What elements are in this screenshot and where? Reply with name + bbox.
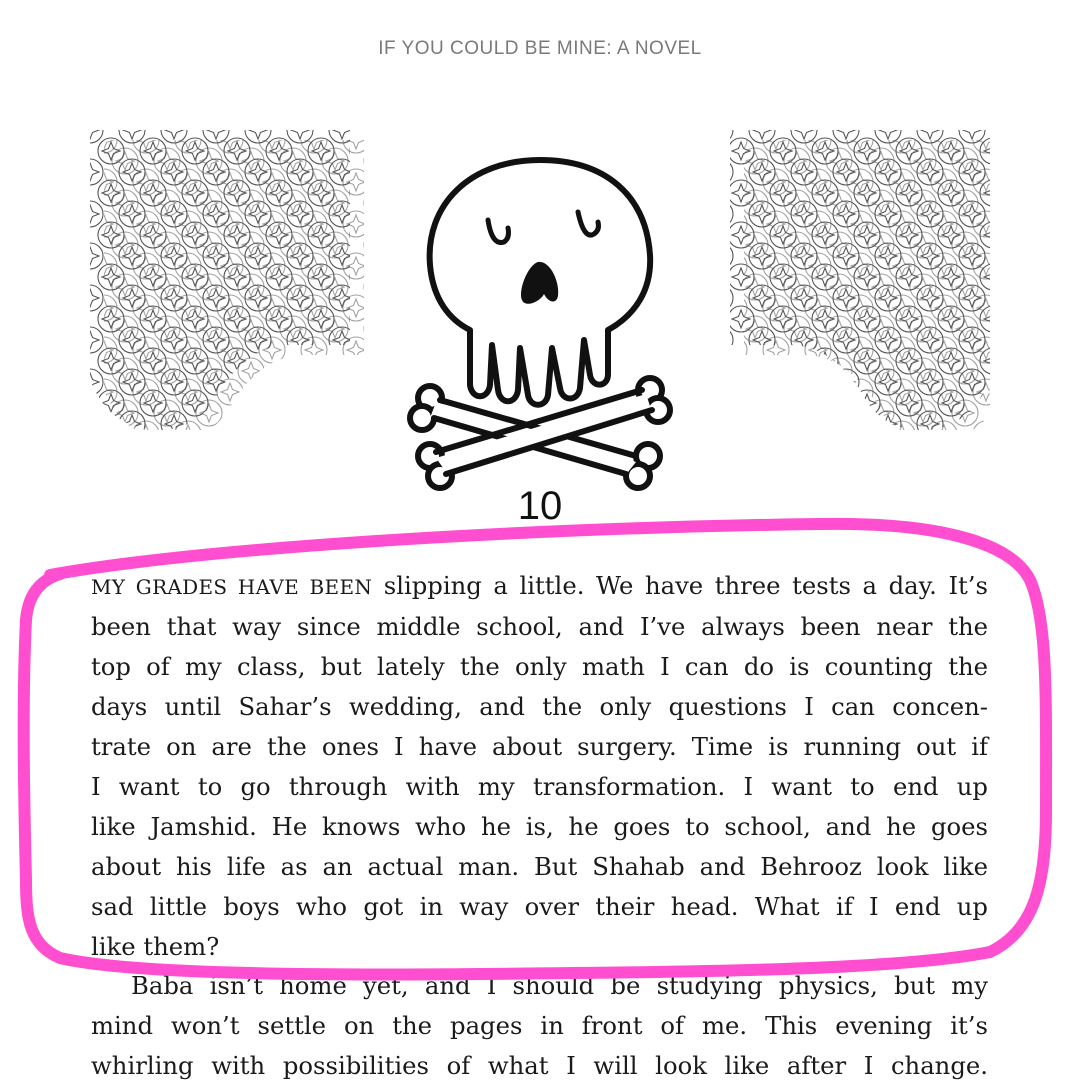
text-line: top of my class, but lately the only math I can do is counting the — [91, 652, 988, 681]
text-line: like Jamshid. He knows who he is, he goes to school, and he goes — [91, 812, 988, 841]
book-title: IF YOU COULD BE MINE: A NOVEL — [378, 38, 702, 59]
text-line: been that way since middle school, and I’ve always been near the — [91, 612, 988, 641]
smallcaps-lead: MY GRADES HAVE BEEN — [91, 575, 373, 599]
text-line: days until Sahar’s wedding, and the only questions I can concen- — [91, 692, 988, 721]
skull-crossbones-illustration — [400, 150, 680, 500]
text-line: MY GRADES HAVE BEEN slipping a little. We have three tests a day. It’s — [91, 571, 988, 600]
text-line: I want to go through with my transformation. I want to end up — [91, 772, 988, 801]
text-line: whirling with possibilities of what I will look like after I change. — [91, 1051, 988, 1080]
chapter-number: 10 — [517, 486, 563, 520]
text-line: sad little boys who got in way over their head. What if I end up — [91, 892, 988, 921]
text-line: like them? — [91, 932, 220, 961]
paragraph-two — [91, 966, 988, 1086]
text-line: mind won’t settle on the pages in front of me. This evening it’s — [91, 1011, 988, 1040]
text-line: trate on are the ones I have about surgery. Time is running out if — [91, 732, 988, 761]
paragraph-one — [91, 566, 988, 967]
text-line: Baba isn’t home yet, and I should be studying physics, but my — [131, 971, 988, 1000]
text-line: about his life as an actual man. But Shahab and Behrooz look like — [91, 852, 988, 881]
